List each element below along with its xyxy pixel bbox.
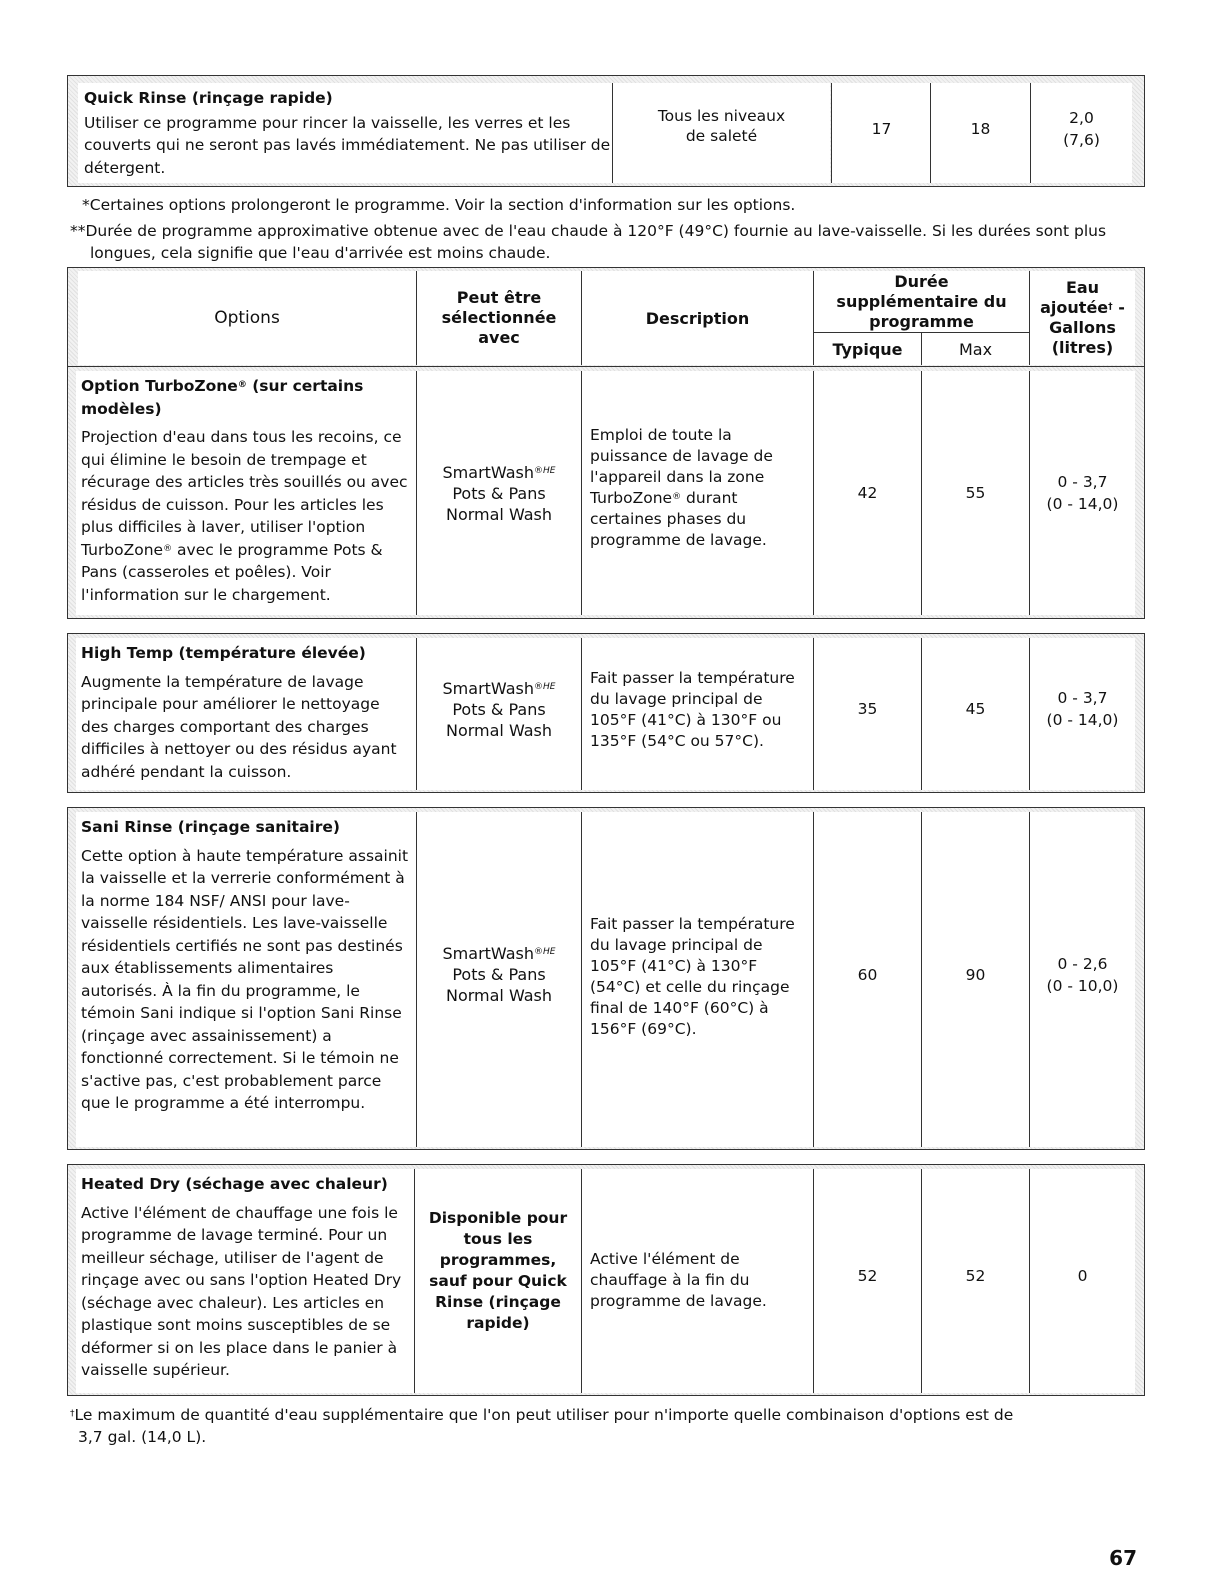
cycle-pots-pans: Pots & Pans bbox=[452, 699, 546, 719]
cycle-pots-pans: Pots & Pans bbox=[452, 965, 546, 984]
header-eau-dagger: † bbox=[1108, 302, 1113, 312]
header-duree-cell bbox=[813, 271, 1029, 333]
turbozone-max-cell bbox=[921, 371, 1029, 615]
header-typique-cell bbox=[813, 333, 921, 365]
turbozone-row bbox=[67, 367, 1145, 619]
sanirinse-detail: Fait passer la température du lavage principal de 105°F (41°C) à 130°F (54°C) et celle du rinçage final de 140°F (60°C) à 156°F (69°C). bbox=[590, 915, 795, 1038]
footnote-text-1: Le maximum de quantité d'eau supplémentaire que l'on peut utiliser pour n'importe quelle combinaison d'options est de bbox=[74, 1406, 1014, 1424]
hightemp-desc-cell bbox=[76, 638, 416, 790]
turbozone-typical-cell bbox=[813, 371, 921, 615]
turbozone-desc-a: Projection d'eau dans tous les recoins, ce qui élimine le besoin de trempage et récurage des articles très souillés ou avec résidus de cuisson. Pour les articles les plus difficiles à laver, utiliser l'option TurboZone bbox=[81, 428, 408, 559]
header-eau-b: - Gallons (litres) bbox=[1049, 298, 1125, 357]
quick-rinse-description: Utiliser ce programme pour rincer la vaisselle, les verres et les couverts qui ne seront pas lavés immédiatement. Ne pas utiliser de détergent. bbox=[84, 113, 611, 177]
hightemp-row bbox=[67, 633, 1145, 793]
quick-rinse-title: Quick Rinse (rinçage rapide) bbox=[84, 89, 333, 107]
sanirinse-typical: 60 bbox=[857, 965, 878, 984]
hightemp-cycles-cell bbox=[416, 638, 581, 790]
footnote-line2: 3,7 gal. (14,0 L). bbox=[78, 1428, 207, 1446]
turbozone-detail bbox=[590, 425, 805, 551]
turbozone-title-a: Option TurboZone bbox=[81, 377, 238, 395]
turbozone-water-l: (0 - 14,0) bbox=[1046, 495, 1119, 513]
quick-rinse-max-cell bbox=[930, 83, 1030, 183]
sanirinse-cycles-cell bbox=[416, 812, 581, 1147]
cycle-normal-wash: Normal Wash bbox=[445, 720, 553, 740]
page-number: 67 bbox=[1109, 1546, 1137, 1570]
heateddry-typical-cell bbox=[813, 1169, 921, 1393]
turbozone-cycles-cell bbox=[416, 371, 581, 615]
hightemp-water-l: (0 - 14,0) bbox=[1046, 711, 1119, 729]
turbozone-d-b: durant certaines phases du programme de lavage. bbox=[590, 489, 767, 549]
heateddry-title: Heated Dry (séchage avec chaleur) bbox=[81, 1175, 388, 1193]
hightemp-detail: Fait passer la température du lavage principal de 105°F (41°C) à 130°F ou 135°F (54°C ou 57°C). bbox=[590, 669, 795, 750]
heateddry-max-cell bbox=[921, 1169, 1029, 1393]
sanirinse-desc-cell bbox=[76, 812, 416, 1147]
turbozone-title-b: (sur certains modèles) bbox=[81, 377, 364, 418]
cycle-smartwash bbox=[443, 943, 556, 964]
quick-rinse-water-gal: 2,0 bbox=[1069, 109, 1094, 127]
heateddry-detail: Active l'élément de chauffage à la fin du programme de lavage. bbox=[590, 1250, 767, 1310]
quick-rinse-desc-cell bbox=[78, 83, 678, 183]
turbozone-water-gal: 0 - 3,7 bbox=[1057, 473, 1108, 491]
cycle-smartwash-label: SmartWash bbox=[442, 944, 534, 963]
sanirinse-title: Sani Rinse (rinçage sanitaire) bbox=[81, 818, 340, 836]
options-header bbox=[67, 267, 1145, 367]
turbozone-water-cell bbox=[1029, 371, 1135, 615]
sanirinse-water-l: (0 - 10,0) bbox=[1046, 976, 1119, 995]
note-duration-2: longues, cela signifie que l'eau d'arrivée est moins chaude. bbox=[90, 244, 551, 262]
footnote-line1 bbox=[70, 1404, 1013, 1426]
heateddry-detail-cell bbox=[581, 1169, 813, 1393]
header-options: Options bbox=[214, 308, 280, 328]
quick-rinse-typical: 17 bbox=[871, 120, 892, 138]
turbozone-desc-reg: ® bbox=[163, 543, 173, 554]
cycle-smartwash-sup: ®HE bbox=[534, 947, 556, 957]
quick-rinse-soil: Tous les niveaux de saleté bbox=[657, 107, 786, 145]
sanirinse-description: Cette option à haute température assainit la vaisselle et la verrerie conformément à la norme 184 NSF/ ANSI pour lave-vaisselle résidentiels. Les lave-vaisselle résidentiels certifiés ne sont pas destinés aux établissements alimentaires autorisés. À la fin du programme, le témoin Sani indique si l'option Sani Rinse (rinçage avec assainissement) a fonctionné correctement. Si le témoin ne s'active pas, c'est probablement parce que le programme a été interrompu. bbox=[81, 846, 409, 1112]
note-options: *Certaines options prolongeront le programme. Voir la section d'information sur les options. bbox=[82, 196, 796, 214]
heateddry-water: 0 bbox=[1077, 1267, 1088, 1285]
sanirinse-water-gal: 0 - 2,6 bbox=[1057, 954, 1108, 973]
cycle-normal-wash: Normal Wash bbox=[445, 986, 553, 1005]
sanirinse-max: 90 bbox=[965, 965, 986, 984]
quick-rinse-table bbox=[67, 75, 1145, 187]
header-max: Max bbox=[958, 339, 993, 359]
quick-rinse-max: 18 bbox=[970, 120, 991, 138]
quick-rinse-water-l: (7,6) bbox=[1063, 131, 1100, 149]
quick-rinse-soil-cell bbox=[612, 83, 830, 183]
sanirinse-row bbox=[67, 807, 1145, 1150]
turbozone-typical: 42 bbox=[857, 484, 878, 502]
sanirinse-water-cell bbox=[1029, 812, 1135, 1147]
heateddry-typical: 52 bbox=[857, 1267, 878, 1285]
heateddry-water-cell bbox=[1029, 1169, 1135, 1393]
header-eau-a: Eau ajoutée bbox=[1040, 278, 1109, 317]
turbozone-desc-b: avec le programme Pots & Pans (casseroles et poêles). Voir l'information sur le chargement. bbox=[81, 540, 383, 604]
hightemp-description: Augmente la température de lavage principale pour améliorer le nettoyage des charges comportant des charges difficiles à nettoyer ou des résidus ayant adhéré pendant la cuisson. bbox=[81, 672, 397, 781]
quick-rinse-typical-cell bbox=[831, 83, 931, 183]
heateddry-available-cell bbox=[414, 1169, 581, 1393]
sanirinse-max-cell bbox=[921, 812, 1029, 1147]
header-description: Description bbox=[645, 308, 750, 328]
header-options-cell bbox=[78, 271, 416, 365]
cycle-smartwash-label: SmartWash bbox=[442, 678, 534, 698]
header-desc-cell bbox=[581, 271, 813, 365]
heateddry-max: 52 bbox=[965, 1267, 986, 1285]
turbozone-d-a: Emploi de toute la puissance de lavage de l'appareil dans la zone TurboZone bbox=[590, 426, 773, 507]
footnote-dagger: † bbox=[70, 1409, 75, 1419]
hightemp-typical-cell bbox=[813, 638, 921, 790]
header-max-cell bbox=[921, 333, 1029, 365]
header-eau-cell bbox=[1029, 271, 1135, 365]
cycle-smartwash-sup: ®HE bbox=[534, 465, 556, 476]
hightemp-title: High Temp (température élevée) bbox=[81, 644, 366, 662]
hightemp-water-gal: 0 - 3,7 bbox=[1057, 689, 1108, 707]
turbozone-title bbox=[81, 375, 381, 420]
cycle-normal-wash: Normal Wash bbox=[445, 504, 553, 524]
cycle-smartwash-label: SmartWash bbox=[442, 462, 534, 482]
turbozone-d-reg: ® bbox=[672, 492, 682, 502]
cycle-pots-pans: Pots & Pans bbox=[452, 483, 546, 503]
sanirinse-detail-cell bbox=[581, 812, 813, 1147]
header-peut-etre: Peut être sélectionnée avec bbox=[441, 288, 557, 347]
header-typique: Typique bbox=[832, 339, 903, 359]
cycle-smartwash-sup: ®HE bbox=[534, 681, 556, 692]
heateddry-desc-cell bbox=[76, 1169, 414, 1393]
turbozone-detail-cell bbox=[581, 371, 813, 615]
header-duree: Durée supplémentaire du programme bbox=[836, 271, 1007, 331]
header-peut-cell bbox=[416, 271, 581, 365]
hightemp-detail-cell bbox=[581, 638, 813, 790]
turbozone-description bbox=[81, 426, 411, 606]
turbozone-title-reg: ® bbox=[237, 380, 247, 390]
turbozone-desc-cell bbox=[76, 371, 416, 615]
heateddry-description: Active l'élément de chauffage une fois le programme de lavage terminé. Pour un meilleur séchage, utiliser de l'agent de rinçage avec ou sans l'option Heated Dry (séchage avec chaleur). Les articles en plastique sont moins susceptibles de se déformer si on les place dans le panier à vaisselle supérieur. bbox=[81, 1203, 402, 1379]
heateddry-available: Disponible pour tous les programmes, sauf pour Quick Rinse (rinçage rapide) bbox=[428, 1209, 568, 1332]
note-duration-1: **Durée de programme approximative obtenue avec de l'eau chaude à 120°F (49°C) fournie au lave-vaisselle. Si les durées sont plus bbox=[70, 222, 1107, 240]
cycle-smartwash bbox=[443, 462, 556, 483]
cycle-smartwash bbox=[443, 678, 556, 699]
hightemp-max-cell bbox=[921, 638, 1029, 790]
quick-rinse-water-cell bbox=[1030, 83, 1132, 183]
header-eau bbox=[1033, 278, 1133, 358]
heateddry-row bbox=[67, 1164, 1145, 1396]
hightemp-max: 45 bbox=[965, 700, 986, 718]
hightemp-typical: 35 bbox=[857, 700, 878, 718]
sanirinse-typical-cell bbox=[813, 812, 921, 1147]
hightemp-water-cell bbox=[1029, 638, 1135, 790]
turbozone-max: 55 bbox=[965, 484, 986, 502]
